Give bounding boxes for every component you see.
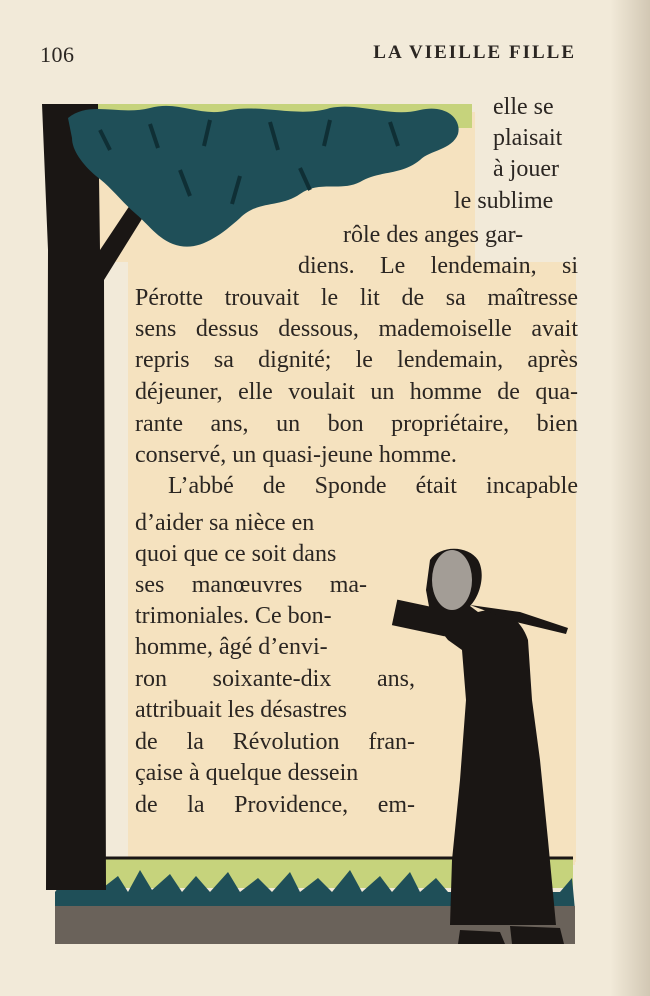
body-line-1: elle se — [493, 94, 554, 120]
body-line-4: le sublime — [454, 188, 554, 214]
body-line-21: de la Révolution fran- — [135, 729, 415, 755]
body-line-17: trimoniales. Ce bon- — [135, 603, 332, 629]
body-line-20: attribuait les désastres — [135, 697, 347, 723]
body-line-9: repris sa dignité; le lendemain, après — [135, 347, 578, 373]
running-title: LA VIEILLE FILLE — [373, 42, 576, 63]
body-line-11: rante ans, un bon propriétaire, bien — [135, 411, 578, 437]
body-line-22: çaise à quelque dessein — [135, 760, 359, 786]
body-line-6: diens. Le lendemain, si — [298, 253, 578, 279]
body-line-10: déjeuner, elle voulait un homme de qua- — [135, 379, 578, 405]
body-line-5: rôle des anges gar- — [343, 222, 524, 248]
body-line-14: d’aider sa nièce en — [135, 510, 315, 536]
body-line-15: quoi que ce soit dans — [135, 541, 337, 567]
body-line-13: L’abbé de Sponde était incapable — [168, 473, 578, 499]
body-line-19: ron soixante-dix ans, — [135, 666, 415, 692]
body-line-8: sens dessus dessous, mademoiselle avait — [135, 316, 578, 342]
body-line-16: ses manœuvres ma- — [135, 572, 367, 598]
body-line-23: de la Providence, em- — [135, 792, 415, 818]
body-line-3: à jouer — [493, 156, 559, 182]
page-number: 106 — [40, 42, 75, 67]
body-line-12: conservé, un quasi-jeune homme. — [135, 442, 457, 468]
body-line-7: Pérotte trouvait le lit de sa maîtresse — [135, 285, 578, 311]
body-line-18: homme, âgé d’envi- — [135, 634, 328, 660]
body-line-2: plaisait — [493, 125, 563, 151]
